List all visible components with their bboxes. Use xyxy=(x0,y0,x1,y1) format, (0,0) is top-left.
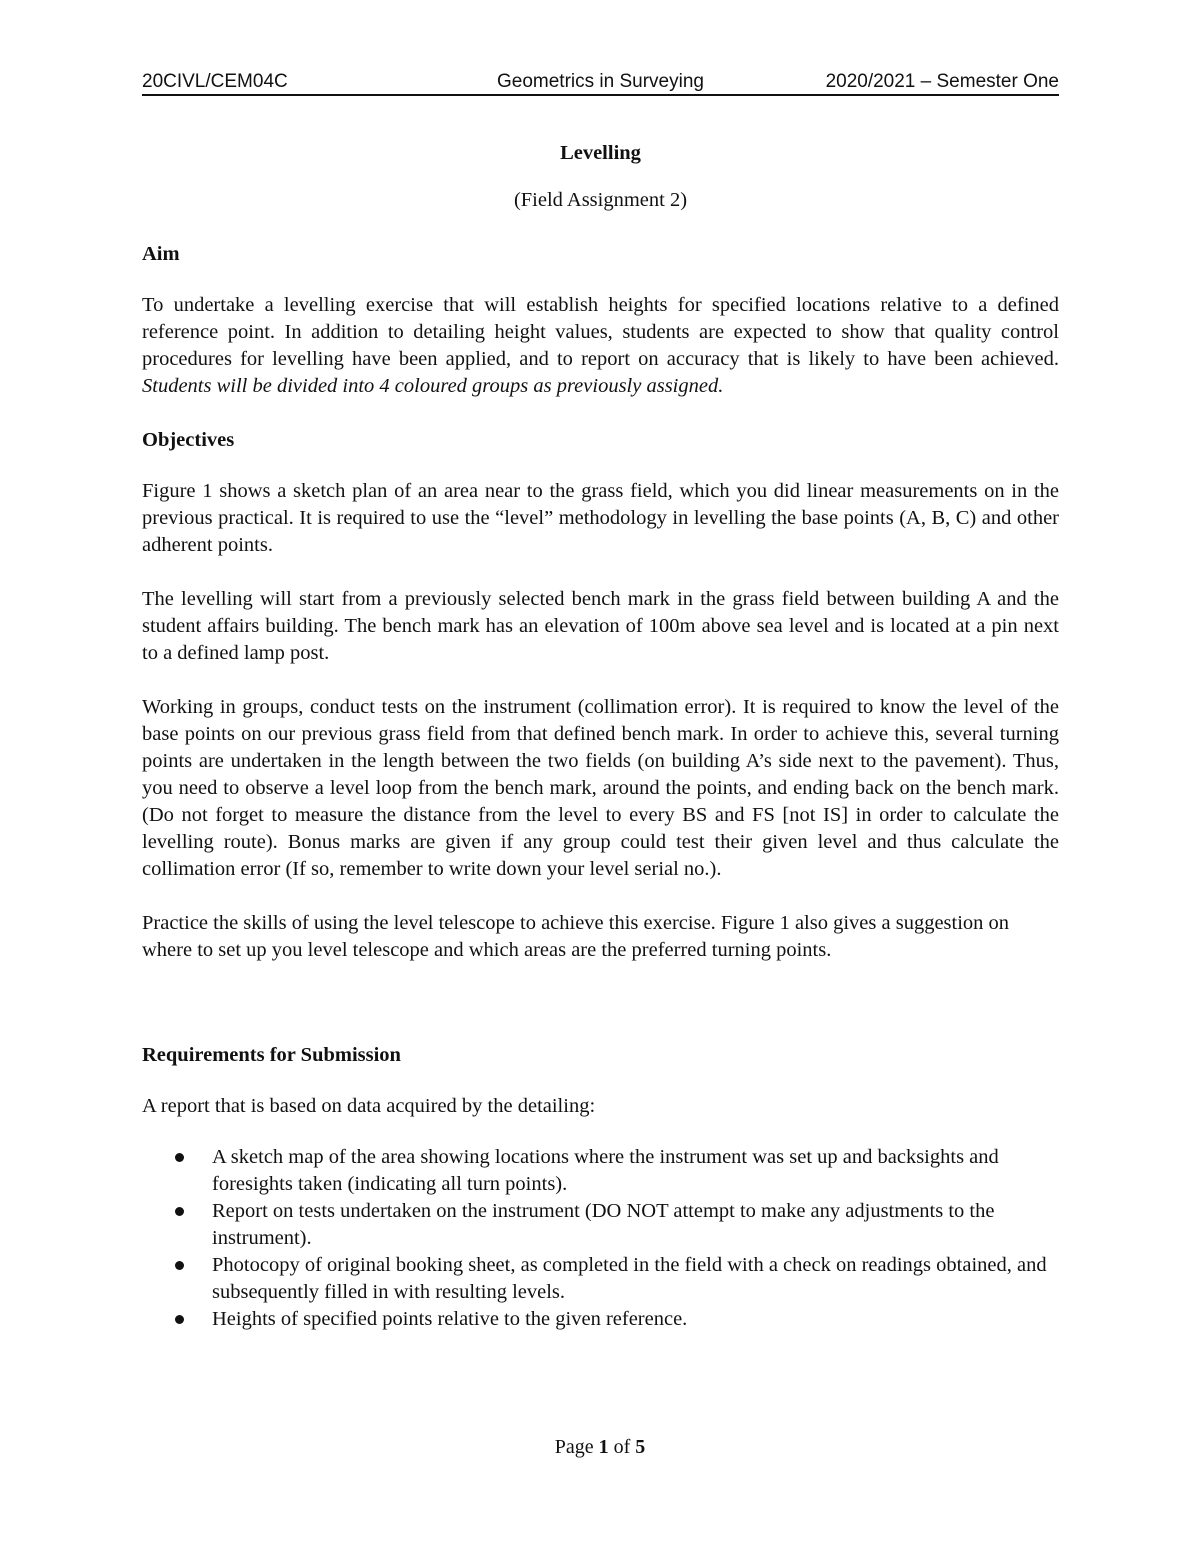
aim-text: To undertake a levelling exercise that will establish heights for specified locations relative to a defined reference point. In addition to detailing height values, students are expected to show that quality control procedures for levelling have been applied, and to report on accuracy that is likely to have been achieved. xyxy=(142,294,1059,370)
header-semester: 2020/2021 – Semester One xyxy=(825,71,1059,92)
header-course-code: 20CIVL/CEM04C xyxy=(142,71,288,92)
list-item xyxy=(142,1306,1059,1333)
bullet-icon xyxy=(175,1315,184,1324)
list-item xyxy=(142,1198,1059,1252)
objectives-paragraph-3: Working in groups, conduct tests on the instrument (collimation error). It is required to know the level of the base points on our previous grass field from that defined bench mark. In order to achieve this, several turning points are undertaken in the length between the two fields (on building A’s side next to the pavement). Thus, you need to observe a level loop from the bench mark, around the points, and ending back on the bench mark. (Do not forget to measure the distance from the level to every BS and FS [not IS] in order to calculate the levelling route). Bonus marks are given if any group could test their given level and thus calculate the collimation error (If so, remember to write down your level serial no.). xyxy=(142,696,1059,880)
footer-total-pages: 5 xyxy=(635,1436,646,1458)
list-item xyxy=(142,1252,1059,1306)
requirements-list xyxy=(142,1144,1059,1333)
footer-page-number: 1 xyxy=(598,1436,609,1458)
list-item-text: Report on tests undertaken on the instrument (DO NOT attempt to make any adjustments to the instrument). xyxy=(212,1200,995,1249)
bullet-icon xyxy=(175,1153,184,1162)
aim-italic-note: Students will be divided into 4 coloured groups as previously assigned. xyxy=(142,375,724,397)
bullet-icon xyxy=(175,1261,184,1270)
list-item-text: Photocopy of original booking sheet, as completed in the field with a check on readings obtained, and subsequently filled in with resulting levels. xyxy=(212,1254,1047,1303)
document-body xyxy=(142,140,1059,1333)
objectives-paragraph-2: The levelling will start from a previously selected bench mark in the grass field between building A and the student affairs building. The bench mark has an elevation of 100m above sea level and is located at a pin next to a defined lamp post. xyxy=(142,588,1059,664)
requirements-heading: Requirements for Submission xyxy=(142,1044,401,1066)
bullet-icon xyxy=(175,1207,184,1216)
page-header xyxy=(142,70,1059,96)
aim-paragraph xyxy=(142,292,1059,400)
list-item-text: Heights of specified points relative to the given reference. xyxy=(212,1308,688,1330)
page-footer xyxy=(0,1434,1200,1460)
objectives-paragraph-4: Practice the skills of using the level telescope to achieve this exercise. Figure 1 also gives a suggestion on where to set up you level telescope and which areas are the preferred turning points. xyxy=(142,912,1010,961)
footer-page-word: Page xyxy=(554,1436,594,1458)
objectives-paragraph-1: Figure 1 shows a sketch plan of an area near to the grass field, which you did linear measurements on in the previous practical. It is required to use the “level” methodology in levelling the base points (A, B, C) and other adherent points. xyxy=(142,480,1059,556)
header-course-title: Geometrics in Surveying xyxy=(497,71,704,92)
aim-heading: Aim xyxy=(142,243,180,265)
document-subtitle: (Field Assignment 2) xyxy=(513,189,688,211)
document-title: Levelling xyxy=(560,142,641,164)
list-item xyxy=(142,1144,1059,1198)
footer-of-word: of xyxy=(613,1436,631,1458)
objectives-heading: Objectives xyxy=(142,429,235,451)
list-item-text: A sketch map of the area showing locations where the instrument was set up and backsights and foresights taken (indicating all turn points). xyxy=(212,1146,999,1195)
requirements-intro: A report that is based on data acquired by the detailing: xyxy=(142,1095,596,1117)
